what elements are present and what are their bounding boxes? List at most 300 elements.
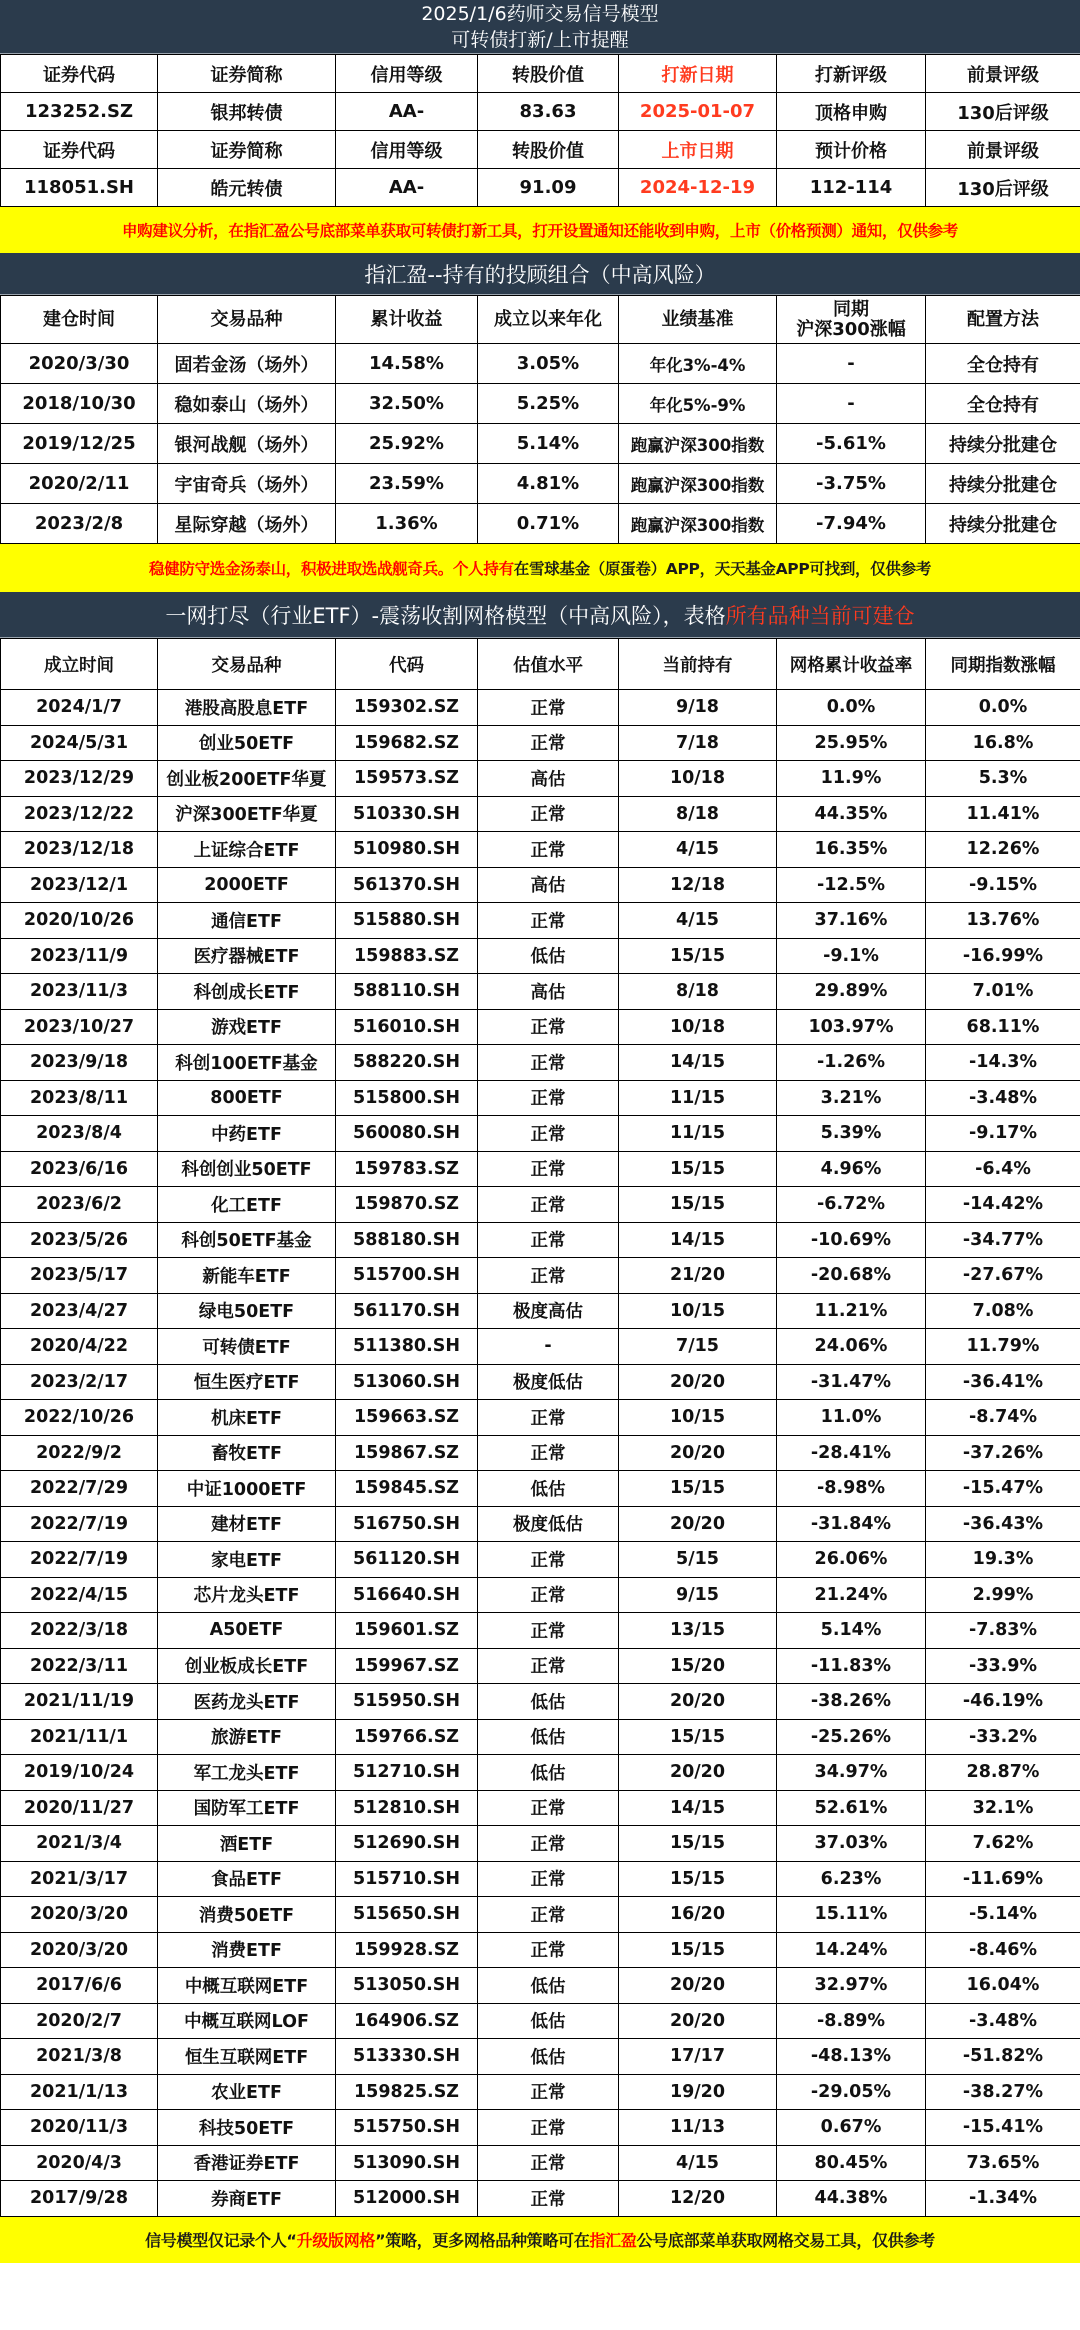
bond-cell: 证券代码: [1, 131, 158, 169]
grid-cell: 15/20: [619, 1648, 777, 1684]
grid-cell: 15/15: [619, 1187, 777, 1223]
grid-cell: 15.11%: [777, 1897, 926, 1933]
grid-cell: 机床ETF: [158, 1400, 336, 1436]
bond-cell: 112-114: [777, 169, 926, 207]
grid-cell: 正常: [478, 2145, 619, 2181]
bond-cell: 2024-12-19: [619, 169, 777, 207]
grid-col-header: 网格累计收益率: [777, 639, 926, 690]
grid-title: 一网打尽（行业ETF）-震荡收割网格模型（中高风险），表格: [165, 603, 726, 628]
grid-cell: 正常: [478, 1435, 619, 1471]
portfolio-body: [1, 344, 1080, 544]
grid-cell: 正常: [478, 1187, 619, 1223]
grid-row: [1, 1293, 1080, 1329]
grid-cell: 2023/12/29: [1, 761, 158, 797]
grid-cell: 15/15: [619, 1826, 777, 1862]
grid-row: [1, 974, 1080, 1010]
bond-cell: 证券简称: [158, 55, 336, 93]
bond-cell: 130后评级: [926, 169, 1080, 207]
grid-cell: 588110.SH: [336, 974, 478, 1010]
grid-cell: 4.96%: [777, 1151, 926, 1187]
bond-cell: 银邦转债: [158, 93, 336, 131]
footer-part: 升级版网格: [296, 2231, 376, 2250]
grid-cell: 588180.SH: [336, 1222, 478, 1258]
grid-cell: 2022/7/19: [1, 1506, 158, 1542]
grid-cell: 11/15: [619, 1080, 777, 1116]
grid-cell: 513050.SH: [336, 1968, 478, 2004]
grid-cell: -12.5%: [777, 867, 926, 903]
portfolio-cell: 0.71%: [478, 504, 619, 544]
grid-cell: 极度低估: [478, 1364, 619, 1400]
grid-cell: 16.35%: [777, 832, 926, 868]
grid-cell: 159883.SZ: [336, 938, 478, 974]
grid-cell: 561370.SH: [336, 867, 478, 903]
grid-col-header: 同期指数涨幅: [926, 639, 1080, 690]
grid-cell: 农业ETF: [158, 2074, 336, 2110]
grid-cell: 2023/6/2: [1, 1187, 158, 1223]
grid-section-title: [0, 592, 1080, 638]
portfolio-row: [1, 344, 1080, 384]
grid-cell: 164906.SZ: [336, 2003, 478, 2039]
grid-cell: 14/15: [619, 1790, 777, 1826]
grid-cell: 可转债ETF: [158, 1329, 336, 1365]
grid-cell: -31.47%: [777, 1364, 926, 1400]
grid-cell: 中概互联网LOF: [158, 2003, 336, 2039]
grid-cell: 正常: [478, 725, 619, 761]
grid-row: [1, 1471, 1080, 1507]
grid-cell: -38.27%: [926, 2074, 1080, 2110]
grid-cell: 正常: [478, 690, 619, 726]
grid-cell: 10/15: [619, 1293, 777, 1329]
portfolio-cell: 跑赢沪深300指数: [619, 464, 777, 504]
grid-cell: 20/20: [619, 1364, 777, 1400]
grid-cell: 高估: [478, 867, 619, 903]
grid-cell: 512690.SH: [336, 1826, 478, 1862]
grid-cell: 159766.SZ: [336, 1719, 478, 1755]
grid-cell: 10/18: [619, 1009, 777, 1045]
grid-cell: 0.0%: [926, 690, 1080, 726]
grid-cell: 低估: [478, 2003, 619, 2039]
bond-list-row: [1, 169, 1080, 207]
grid-cell: 16.04%: [926, 1968, 1080, 2004]
grid-cell: 512000.SH: [336, 2181, 478, 2217]
grid-cell: -8.98%: [777, 1471, 926, 1507]
grid-cell: 5.39%: [777, 1116, 926, 1152]
grid-row: [1, 1400, 1080, 1436]
grid-row: [1, 1364, 1080, 1400]
grid-cell: 2023/9/18: [1, 1045, 158, 1081]
grid-cell: 15/15: [619, 1471, 777, 1507]
grid-cell: A50ETF: [158, 1613, 336, 1649]
portfolio-cell: 持续分批建仓: [926, 464, 1080, 504]
bond-cell: 信用等级: [336, 55, 478, 93]
grid-cell: -31.84%: [777, 1506, 926, 1542]
grid-cell: 15/15: [619, 1932, 777, 1968]
portfolio-cell: 5.14%: [478, 424, 619, 464]
grid-cell: 21.24%: [777, 1577, 926, 1613]
grid-cell: 515750.SH: [336, 2110, 478, 2146]
portfolio-cell: -5.61%: [777, 424, 926, 464]
grid-cell: 37.16%: [777, 903, 926, 939]
grid-cell: 低估: [478, 1471, 619, 1507]
grid-cell: 159825.SZ: [336, 2074, 478, 2110]
grid-cell: -6.4%: [926, 1151, 1080, 1187]
grid-cell: 正常: [478, 1045, 619, 1081]
portfolio-cell: 宇宙奇兵（场外）: [158, 464, 336, 504]
portfolio-cell: 银河战舰（场外）: [158, 424, 336, 464]
grid-cell: 4/15: [619, 903, 777, 939]
grid-cell: 510330.SH: [336, 796, 478, 832]
grid-cell: 512810.SH: [336, 1790, 478, 1826]
bond-ipo-row: [1, 93, 1080, 131]
grid-cell: 11.41%: [926, 796, 1080, 832]
grid-cell: 800ETF: [158, 1080, 336, 1116]
grid-cell: 2023/8/4: [1, 1116, 158, 1152]
grid-cell: -15.47%: [926, 1471, 1080, 1507]
grid-cell: 9/15: [619, 1577, 777, 1613]
bond-cell: 转股价值: [478, 131, 619, 169]
bond-cell: 上市日期: [619, 131, 777, 169]
grid-cell: 极度低估: [478, 1506, 619, 1542]
portfolio-cell: 3.05%: [478, 344, 619, 384]
portfolio-col-header: 交易品种: [158, 296, 336, 344]
grid-cell: -20.68%: [777, 1258, 926, 1294]
grid-cell: 0.0%: [777, 690, 926, 726]
grid-cell: 32.1%: [926, 1790, 1080, 1826]
grid-cell: 2023/4/27: [1, 1293, 158, 1329]
bond-note-banner: [0, 207, 1080, 253]
footer-part: ”策略，更多网格品种策略可在: [375, 2231, 590, 2250]
grid-row: [1, 1755, 1080, 1791]
grid-cell: 2017/9/28: [1, 2181, 158, 2217]
grid-row: [1, 1116, 1080, 1152]
grid-cell: 8/18: [619, 796, 777, 832]
grid-row: [1, 2145, 1080, 2181]
grid-cell: 正常: [478, 2181, 619, 2217]
grid-cell: 11.0%: [777, 1400, 926, 1436]
grid-cell: -11.69%: [926, 1861, 1080, 1897]
grid-cell: -5.14%: [926, 1897, 1080, 1933]
grid-table: [0, 638, 1080, 2217]
grid-cell: 恒生互联网ETF: [158, 2039, 336, 2075]
grid-cell: 68.11%: [926, 1009, 1080, 1045]
bond-cell: 证券简称: [158, 131, 336, 169]
portfolio-col-header-line: 同期: [833, 298, 869, 320]
grid-cell: 11.79%: [926, 1329, 1080, 1365]
bond-table: [0, 54, 1080, 207]
grid-row: [1, 867, 1080, 903]
grid-row: [1, 1329, 1080, 1365]
grid-cell: -11.83%: [777, 1648, 926, 1684]
grid-cell: -36.43%: [926, 1506, 1080, 1542]
grid-row: [1, 2039, 1080, 2075]
grid-cell: -9.15%: [926, 867, 1080, 903]
grid-cell: 25.95%: [777, 725, 926, 761]
portfolio-col-header: 建仓时间: [1, 296, 158, 344]
grid-cell: 低估: [478, 1755, 619, 1791]
grid-col-header: 成立时间: [1, 639, 158, 690]
bond-cell: 皓元转债: [158, 169, 336, 207]
grid-cell: 15/15: [619, 1861, 777, 1897]
grid-cell: 512710.SH: [336, 1755, 478, 1791]
grid-cell: 0.67%: [777, 2110, 926, 2146]
portfolio-cell: 年化5%-9%: [619, 384, 777, 424]
grid-row: [1, 1258, 1080, 1294]
grid-cell: 37.03%: [777, 1826, 926, 1862]
grid-cell: 科创成长ETF: [158, 974, 336, 1010]
grid-cell: -6.72%: [777, 1187, 926, 1223]
grid-cell: 创业板200ETF华夏: [158, 761, 336, 797]
grid-cell: -15.41%: [926, 2110, 1080, 2146]
grid-cell: 2020/11/27: [1, 1790, 158, 1826]
portfolio-table: [0, 295, 1080, 544]
grid-cell: 515800.SH: [336, 1080, 478, 1116]
grid-cell: 军工龙头ETF: [158, 1755, 336, 1791]
grid-cell: 20/20: [619, 1755, 777, 1791]
grid-cell: 32.97%: [777, 1968, 926, 2004]
portfolio-cell: 固若金汤（场外）: [158, 344, 336, 384]
grid-row: [1, 1577, 1080, 1613]
grid-cell: 正常: [478, 1258, 619, 1294]
grid-cell: 绿电50ETF: [158, 1293, 336, 1329]
bond-cell: 前景评级: [926, 55, 1080, 93]
bond-cell: 123252.SZ: [1, 93, 158, 131]
grid-cell: 2000ETF: [158, 867, 336, 903]
grid-col-header: 交易品种: [158, 639, 336, 690]
grid-cell: 52.61%: [777, 1790, 926, 1826]
grid-cell: -10.69%: [777, 1222, 926, 1258]
grid-cell: 17/17: [619, 2039, 777, 2075]
grid-cell: -7.83%: [926, 1613, 1080, 1649]
grid-cell: 低估: [478, 2039, 619, 2075]
grid-row: [1, 1932, 1080, 1968]
grid-row: [1, 1187, 1080, 1223]
grid-row: [1, 1684, 1080, 1720]
grid-cell: 159682.SZ: [336, 725, 478, 761]
grid-row: [1, 725, 1080, 761]
grid-row: [1, 1968, 1080, 2004]
grid-cell: 10/18: [619, 761, 777, 797]
grid-cell: 2021/1/13: [1, 2074, 158, 2110]
grid-cell: 513090.SH: [336, 2145, 478, 2181]
grid-cell: 2020/4/3: [1, 2145, 158, 2181]
grid-cell: -48.13%: [777, 2039, 926, 2075]
portfolio-row: [1, 464, 1080, 504]
grid-cell: 159783.SZ: [336, 1151, 478, 1187]
grid-cell: 13.76%: [926, 903, 1080, 939]
portfolio-cell: 2019/12/25: [1, 424, 158, 464]
grid-cell: 560080.SH: [336, 1116, 478, 1152]
grid-cell: 医药龙头ETF: [158, 1684, 336, 1720]
grid-title-red: 所有品种当前可建仓: [725, 603, 915, 628]
grid-cell: 11.9%: [777, 761, 926, 797]
grid-row: [1, 938, 1080, 974]
grid-row: [1, 1648, 1080, 1684]
grid-cell: 2021/3/17: [1, 1861, 158, 1897]
grid-cell: 中概互联网ETF: [158, 1968, 336, 2004]
grid-cell: 2023/12/22: [1, 796, 158, 832]
grid-cell: -33.2%: [926, 1719, 1080, 1755]
grid-cell: 7/15: [619, 1329, 777, 1365]
grid-cell: 44.35%: [777, 796, 926, 832]
grid-cell: 15/15: [619, 938, 777, 974]
grid-cell: -33.9%: [926, 1648, 1080, 1684]
grid-row: [1, 2110, 1080, 2146]
grid-row: [1, 796, 1080, 832]
grid-cell: 24.06%: [777, 1329, 926, 1365]
grid-cell: 2021/11/19: [1, 1684, 158, 1720]
grid-cell: 5/15: [619, 1542, 777, 1578]
grid-cell: 上证综合ETF: [158, 832, 336, 868]
grid-cell: 中证1000ETF: [158, 1471, 336, 1507]
portfolio-title: 指汇盈--持有的投顾组合（中高风险）: [364, 262, 716, 287]
grid-cell: 高估: [478, 974, 619, 1010]
grid-cell: 14/15: [619, 1045, 777, 1081]
portfolio-row: [1, 424, 1080, 464]
grid-cell: 酒ETF: [158, 1826, 336, 1862]
grid-cell: 2022/3/11: [1, 1648, 158, 1684]
grid-cell: 正常: [478, 1080, 619, 1116]
portfolio-cell: -: [777, 344, 926, 384]
grid-cell: 515700.SH: [336, 1258, 478, 1294]
grid-cell: 515880.SH: [336, 903, 478, 939]
grid-cell: 159573.SZ: [336, 761, 478, 797]
grid-cell: 6.23%: [777, 1861, 926, 1897]
portfolio-cell: 32.50%: [336, 384, 478, 424]
portfolio-cell: 持续分批建仓: [926, 504, 1080, 544]
grid-col-header: 估值水平: [478, 639, 619, 690]
portfolio-cell: 跑赢沪深300指数: [619, 504, 777, 544]
bond-ipo-header: [1, 55, 1080, 93]
bond-list-header: [1, 131, 1080, 169]
grid-cell: 8/18: [619, 974, 777, 1010]
grid-cell: 513330.SH: [336, 2039, 478, 2075]
grid-cell: 国防军工ETF: [158, 1790, 336, 1826]
grid-cell: -9.17%: [926, 1116, 1080, 1152]
grid-cell: 34.97%: [777, 1755, 926, 1791]
grid-row: [1, 1151, 1080, 1187]
grid-cell: 19/20: [619, 2074, 777, 2110]
bond-cell: 顶格申购: [777, 93, 926, 131]
grid-cell: 科创50ETF基金: [158, 1222, 336, 1258]
grid-cell: 9/18: [619, 690, 777, 726]
grid-cell: 恒生医疗ETF: [158, 1364, 336, 1400]
grid-row: [1, 690, 1080, 726]
portfolio-cell: 2020/3/30: [1, 344, 158, 384]
grid-cell: -51.82%: [926, 2039, 1080, 2075]
grid-cell: 创业板成长ETF: [158, 1648, 336, 1684]
grid-cell: 16/20: [619, 1897, 777, 1933]
grid-cell: 消费ETF: [158, 1932, 336, 1968]
grid-cell: 2017/6/6: [1, 1968, 158, 2004]
grid-cell: 正常: [478, 1861, 619, 1897]
grid-cell: 19.3%: [926, 1542, 1080, 1578]
bond-cell: 130后评级: [926, 93, 1080, 131]
grid-cell: 建材ETF: [158, 1506, 336, 1542]
grid-cell: 159601.SZ: [336, 1613, 478, 1649]
grid-cell: 2024/5/31: [1, 725, 158, 761]
grid-cell: -8.74%: [926, 1400, 1080, 1436]
bond-cell: 91.09: [478, 169, 619, 207]
grid-cell: 高估: [478, 761, 619, 797]
grid-row: [1, 2074, 1080, 2110]
grid-cell: 12/18: [619, 867, 777, 903]
portfolio-note-banner: [0, 544, 1080, 592]
grid-cell: 513060.SH: [336, 1364, 478, 1400]
grid-cell: -16.99%: [926, 938, 1080, 974]
grid-cell: 2020/10/26: [1, 903, 158, 939]
grid-cell: 正常: [478, 1790, 619, 1826]
bond-cell: 打新日期: [619, 55, 777, 93]
portfolio-col-header: [777, 296, 926, 344]
footer-part: 信号模型仅记录个人“: [145, 2231, 297, 2250]
portfolio-cell: 持续分批建仓: [926, 424, 1080, 464]
grid-cell: -28.41%: [777, 1435, 926, 1471]
grid-cell: 正常: [478, 1009, 619, 1045]
grid-cell: 159663.SZ: [336, 1400, 478, 1436]
grid-cell: 2021/3/4: [1, 1826, 158, 1862]
grid-cell: 低估: [478, 1684, 619, 1720]
grid-cell: 510980.SH: [336, 832, 478, 868]
page-header: [0, 0, 1080, 54]
grid-cell: 正常: [478, 1648, 619, 1684]
grid-cell: 港股高股息ETF: [158, 690, 336, 726]
grid-row: [1, 2181, 1080, 2217]
grid-cell: 科创100ETF基金: [158, 1045, 336, 1081]
grid-cell: 11.21%: [777, 1293, 926, 1329]
portfolio-row: [1, 504, 1080, 544]
page-title: 2025/1/6药师交易信号模型: [421, 2, 659, 25]
grid-cell: 7/18: [619, 725, 777, 761]
grid-cell: 516010.SH: [336, 1009, 478, 1045]
grid-cell: 159845.SZ: [336, 1471, 478, 1507]
grid-cell: 561120.SH: [336, 1542, 478, 1578]
grid-cell: 创业50ETF: [158, 725, 336, 761]
grid-cell: 516750.SH: [336, 1506, 478, 1542]
grid-cell: 20/20: [619, 1684, 777, 1720]
grid-cell: 正常: [478, 1151, 619, 1187]
bond-cell: 前景评级: [926, 131, 1080, 169]
grid-cell: -3.48%: [926, 1080, 1080, 1116]
grid-row: [1, 903, 1080, 939]
grid-cell: 516640.SH: [336, 1577, 478, 1613]
grid-cell: 4/15: [619, 832, 777, 868]
footer-part: 公号底部菜单获取网格交易工具，仅供参考: [636, 2231, 935, 2250]
grid-cell: 正常: [478, 1577, 619, 1613]
grid-cell: -27.67%: [926, 1258, 1080, 1294]
grid-cell: 2020/3/20: [1, 1932, 158, 1968]
grid-cell: 正常: [478, 1222, 619, 1258]
footer-part: 指汇盈: [589, 2231, 637, 2250]
grid-cell: 正常: [478, 2110, 619, 2146]
portfolio-section-title: [0, 253, 1080, 295]
grid-cell: 13/15: [619, 1613, 777, 1649]
grid-row: [1, 1222, 1080, 1258]
grid-cell: -29.05%: [777, 2074, 926, 2110]
grid-cell: 16.8%: [926, 725, 1080, 761]
portfolio-col-header: 业绩基准: [619, 296, 777, 344]
grid-cell: 正常: [478, 1400, 619, 1436]
bond-cell: 预计价格: [777, 131, 926, 169]
grid-cell: 11/15: [619, 1116, 777, 1152]
grid-cell: 正常: [478, 1542, 619, 1578]
grid-cell: 低估: [478, 938, 619, 974]
grid-row: [1, 1613, 1080, 1649]
bond-cell: 信用等级: [336, 131, 478, 169]
grid-cell: 7.01%: [926, 974, 1080, 1010]
grid-cell: 159867.SZ: [336, 1435, 478, 1471]
grid-cell: 券商ETF: [158, 2181, 336, 2217]
grid-cell: -25.26%: [777, 1719, 926, 1755]
